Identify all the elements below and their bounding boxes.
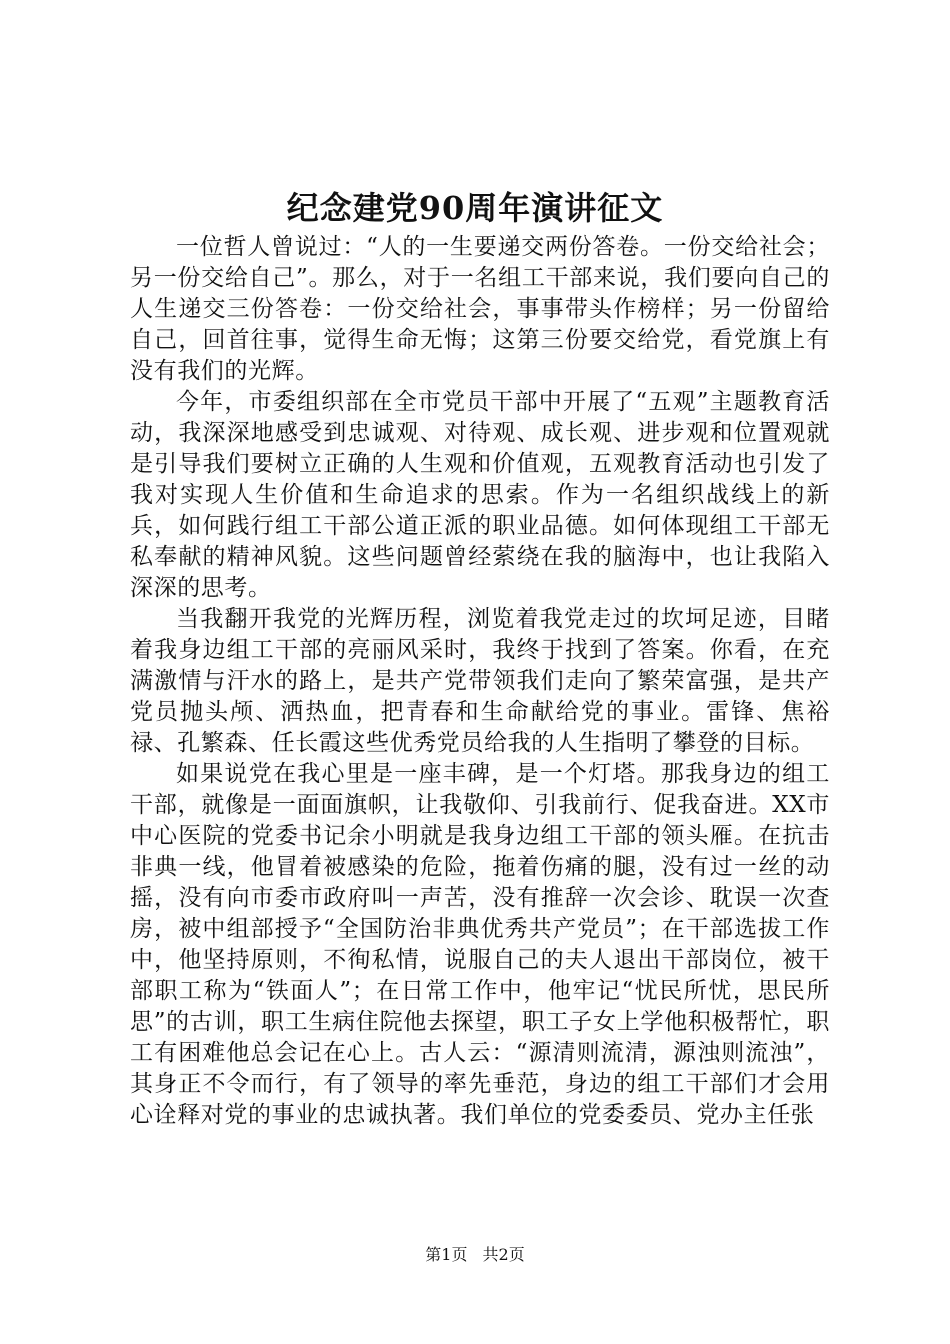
page-footer: [0, 1245, 950, 1265]
paragraph-4: 如果说党在我心里是一座丰碑，是一个灯塔。那我身边的组工干部，就像是一面面旗帜，让我敬仰、引我前行、促我奋进。XX市中心医院的党委书记余小明就是我身边组工干部的领头雁。在抗击非典一线，他冒着被感染的危险，拖着伤痛的腿，没有过一丝的动摇，没有向市委市政府叫一声苦，没有推辞一次会诊、耽误一次查房，被中组部授予“全国防治非典优秀共产党员”；在干部选拔工作中，他坚持原则，不徇私情，说服自己的夫人退出干部岗位，被干部职工称为“铁面人”；在日常工作中，他牢记“忧民所忧，思民所思”的古训，职工生病住院他去探望，职工子女上学他积极帮忙，职工有困难他总会记在心上。古人云：“源清则流清，源浊则流浊”，其身正不令而行，有了领导的率先垂范，身边的组工干部们才会用心诠释对党的事业的忠诚执著。我们单位的党委委员、党办主任张: [130, 761, 830, 1128]
paragraph-2: 今年，市委组织部在全市党员干部中开展了“五观”主题教育活动，我深深地感受到忠诚观、对待观、成长观、进步观和位置观就是引导我们要树立正确的人生观和价值观，五观教育活动也引发了我对实现人生价值和生命追求的思索。作为一名组织战线上的新兵，如何践行组工干部公道正派的职业品德。如何体现组工干部无私奉献的精神风貌。这些问题曾经萦绕在我的脑海中，也让我陷入深深的思考。: [130, 389, 830, 601]
paragraph-1: 一位哲人曾说过：“人的一生要递交两份答卷。一份交给社会；另一份交给自己”。那么，对于一名组工干部来说，我们要向自己的人生递交三份答卷：一份交给社会，事事带头作榜样；另一份留给自己，回首往事，觉得生命无悔；这第三份要交给党，看党旗上有没有我们的光辉。: [130, 234, 830, 384]
document-body: [130, 232, 830, 1131]
page-number-current: 第1页: [425, 1245, 468, 1264]
page-number-total: 共2页: [482, 1245, 525, 1264]
document-title: 纪念建党90周年演讲征文: [286, 189, 664, 227]
paragraph-3: 当我翻开我党的光辉历程，浏览着我党走过的坎坷足迹，目睹着我身边组工干部的亮丽风采时，我终于找到了答案。你看，在充满激情与汗水的路上，是共产党带领我们走向了繁荣富强，是共产党员抛头颅、洒热血，把青春和生命献给党的事业。雷锋、焦裕禄、孔繁森、任长霞这些优秀党员给我的人生指明了攀登的目标。: [130, 606, 830, 756]
